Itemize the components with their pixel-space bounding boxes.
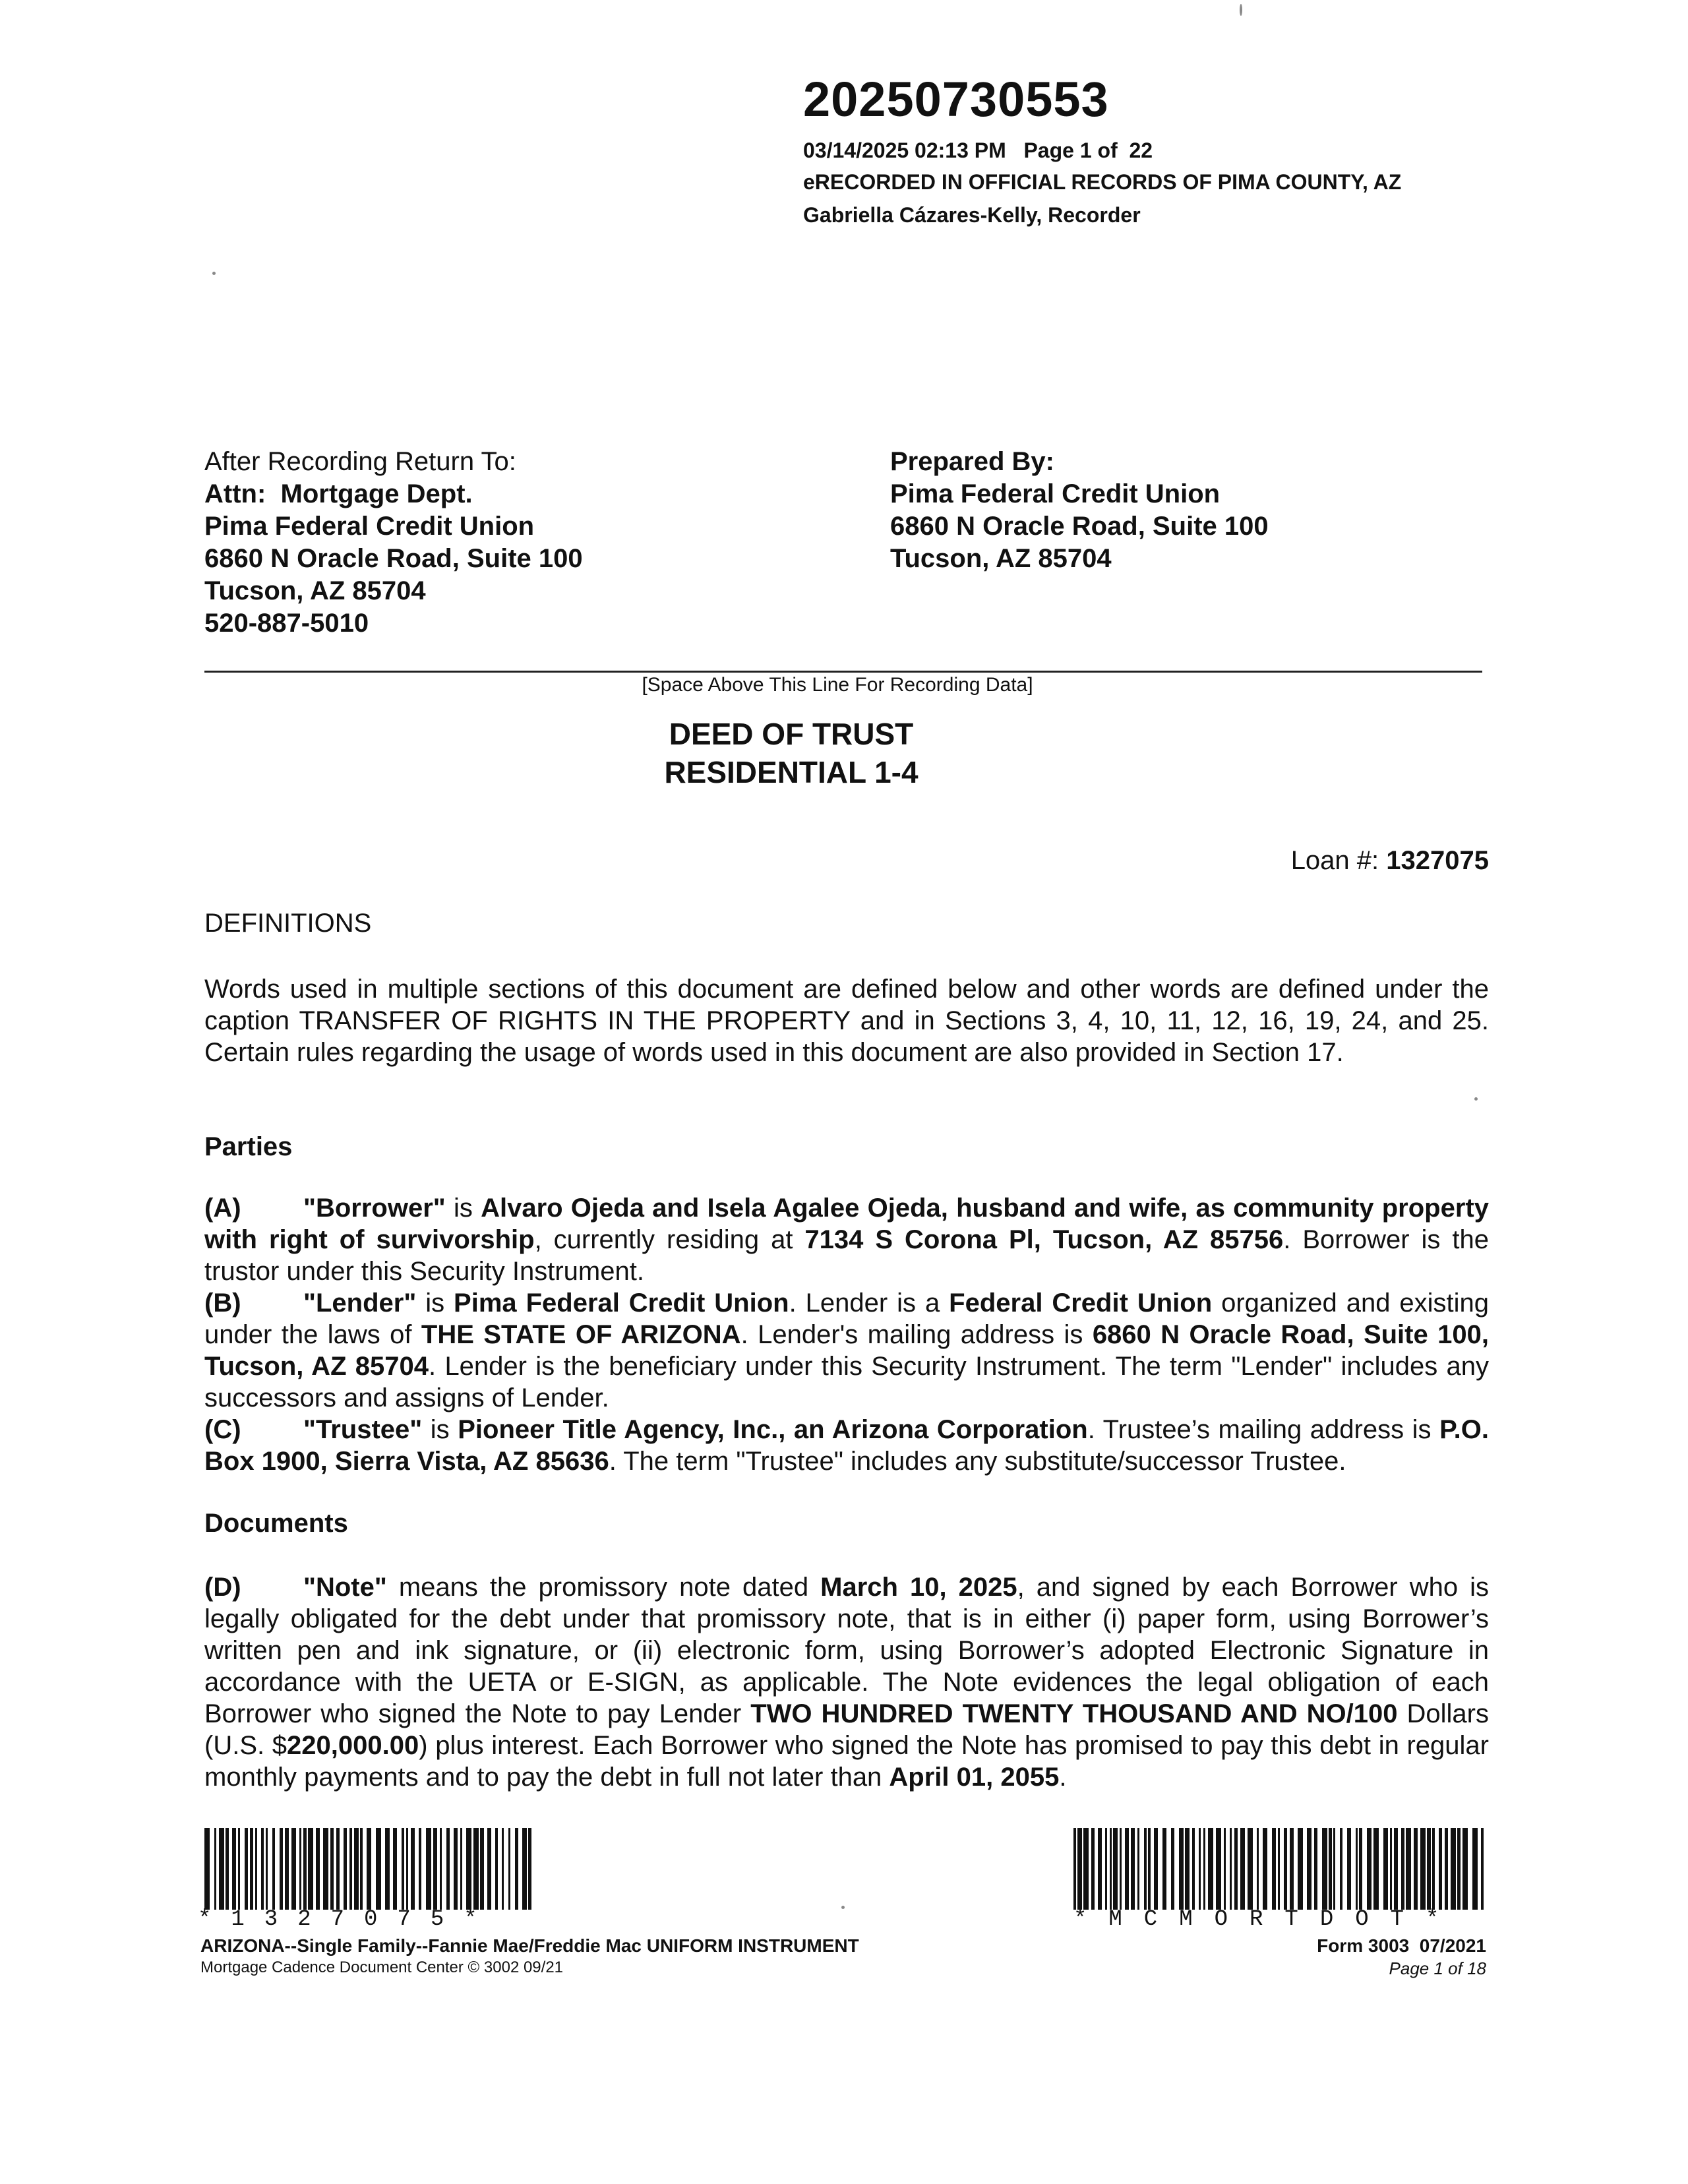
barcode-bar — [214, 1828, 216, 1910]
trustee-address: P.O. Box 1900, Sierra Vista, AZ 85636 — [204, 1415, 1489, 1476]
scan-speck — [841, 1906, 845, 1909]
barcode-bar — [261, 1828, 264, 1910]
trustee-rest: . The term "Trustee" includes any substitute/successor Trustee. — [609, 1447, 1346, 1476]
barcode-bar — [303, 1828, 307, 1910]
form-barcode-text: *MCMORTDOT* — [1073, 1907, 1461, 1932]
return-to-heading: After Recording Return To: — [204, 447, 516, 476]
note-body-2: ) plus interest. Each Borrower who signed the Note has promised to pay this debt in regular monthly payments and to pay the debt in full not later than — [204, 1731, 1489, 1792]
party-c-tag: (C) — [204, 1415, 241, 1444]
barcode-bar — [473, 1828, 479, 1910]
barcode-bar — [495, 1828, 498, 1910]
barcode-bar — [480, 1828, 484, 1910]
note-term: "Note" — [303, 1573, 387, 1602]
barcode-bar — [446, 1828, 450, 1910]
form-barcode — [1073, 1828, 1484, 1910]
barcode-bar — [1120, 1828, 1122, 1910]
barcode-bar — [250, 1828, 253, 1910]
barcode-bar — [1356, 1828, 1358, 1910]
scan-speck — [212, 272, 216, 275]
barcode-bar — [1383, 1828, 1388, 1910]
party-lender — [204, 1287, 1489, 1414]
recording-date-page: 03/14/2025 02:13 PM Page 1 of 22 — [803, 138, 1153, 162]
barcode-bar — [487, 1828, 491, 1910]
return-to-city: Tucson, AZ 85704 — [204, 576, 426, 605]
barcode-bar — [299, 1828, 301, 1910]
recording-divider — [204, 671, 1482, 673]
barcode-bar — [1185, 1828, 1190, 1910]
footer-document-center: Mortgage Cadence Document Center © 3002 09/21 — [200, 1958, 564, 1976]
barcode-bar — [266, 1828, 268, 1910]
recording-number: 20250730553 — [803, 72, 1109, 127]
definitions-heading: DEFINITIONS — [204, 909, 372, 938]
barcode-bar — [1420, 1828, 1426, 1910]
note-date: March 10, 2025 — [820, 1573, 1017, 1602]
barcode-bar — [1298, 1828, 1303, 1910]
title-line-2: RESIDENTIAL 1-4 — [664, 755, 919, 789]
return-to-phone: 520-887-5010 — [204, 609, 369, 638]
note-dollars-pre: Dollars (U.S. $ — [204, 1699, 1489, 1760]
barcode-bar — [1098, 1828, 1102, 1910]
barcode-bar — [433, 1828, 437, 1910]
recording-office: eRECORDED IN OFFICIAL RECORDS OF PIMA COUNTY, AZ — [803, 170, 1402, 194]
note-pre-date: means the promissory note dated — [386, 1573, 821, 1602]
barcode-bar — [1414, 1828, 1418, 1910]
title-line-1: DEED OF TRUST — [669, 717, 914, 751]
note-end: . — [1059, 1763, 1067, 1792]
return-to-attn: Attn: Mortgage Dept. — [204, 479, 473, 508]
party-trustee — [204, 1414, 1489, 1477]
lender-org-pre: . Lender is a — [789, 1289, 950, 1318]
trustee-name: Pioneer Title Agency, Inc., an Arizona Corporation — [458, 1415, 1088, 1444]
note-definition — [204, 1571, 1489, 1793]
barcode-bar — [406, 1828, 408, 1910]
barcode-bar — [1340, 1828, 1342, 1910]
scan-speck — [1474, 1097, 1478, 1101]
barcode-bar — [272, 1828, 275, 1910]
barcode-bar — [349, 1828, 352, 1910]
barcode-bar — [1240, 1828, 1245, 1910]
lender-rest: . Lender is the beneficiary under this Security Instrument. The term "Lender" includes any successors and assigns of Lender. — [204, 1352, 1489, 1412]
lender-org-type: Federal Credit Union — [949, 1289, 1213, 1318]
barcode-bar — [1125, 1828, 1129, 1910]
barcode-bar — [238, 1828, 240, 1910]
note-amount-words: TWO HUNDRED TWENTY THOUSAND AND NO/100 — [750, 1699, 1398, 1728]
barcode-bar — [1179, 1828, 1184, 1910]
barcode-bar — [1248, 1828, 1253, 1910]
barcode-bar — [1171, 1828, 1174, 1910]
barcode-bar — [1230, 1828, 1232, 1910]
trustee-is: is — [422, 1415, 458, 1444]
loan-number-line — [1291, 846, 1489, 876]
barcode-bar — [1462, 1828, 1468, 1910]
barcode-bar — [454, 1828, 458, 1910]
barcode-bar — [1439, 1828, 1442, 1910]
barcode-bar — [1445, 1828, 1448, 1910]
barcode-bar — [1257, 1828, 1259, 1910]
prepared-by-street: 6860 N Oracle Road, Suite 100 — [890, 512, 1269, 541]
borrower-residing: , currently residing at — [534, 1225, 805, 1254]
lender-is: is — [416, 1289, 454, 1318]
footer-form-number: Form 3003 07/2021 — [1317, 1935, 1486, 1956]
barcode-bar — [1224, 1828, 1226, 1910]
barcode-bar — [528, 1828, 531, 1910]
barcode-bar — [1105, 1828, 1107, 1910]
borrower-term: "Borrower" — [303, 1194, 446, 1223]
barcode-bar — [393, 1828, 397, 1910]
barcode-bar — [291, 1828, 296, 1910]
barcode-bar — [1216, 1828, 1221, 1910]
barcode-bar — [1137, 1828, 1139, 1910]
prepared-by-city: Tucson, AZ 85704 — [890, 544, 1112, 573]
barcode-bar — [1472, 1828, 1478, 1910]
note-body: , and signed by each Borrower who is legally obligated for the debt under that promissory note, that is in either (i) paper form, using Borrower’s written pen and ink signature, or (ii) electronic form, using Borrower’s adopted Electronic Signature in accordance with the UETA or E-SIGN, as applicable. The Note evidences the legal obligation of each Borrower who signed the Note to pay Lender — [204, 1573, 1489, 1728]
barcode-bar — [336, 1828, 340, 1910]
barcode-bar — [1192, 1828, 1195, 1910]
barcode-bar — [226, 1828, 229, 1910]
scan-speck — [1240, 4, 1242, 16]
barcode-bar — [1203, 1828, 1205, 1910]
barcode-bar — [280, 1828, 283, 1910]
barcode-bar — [1481, 1828, 1484, 1910]
barcode-bar — [1394, 1828, 1398, 1910]
barcode-bar — [1284, 1828, 1287, 1910]
barcode-bar — [1307, 1828, 1311, 1910]
parties-heading: Parties — [204, 1132, 293, 1161]
barcode-bar — [1073, 1828, 1076, 1910]
borrower-rest: . Borrower is the trustor under this Security Instrument. — [204, 1225, 1490, 1286]
barcode-bar — [426, 1828, 431, 1910]
barcode-bar — [219, 1828, 224, 1910]
barcode-bar — [354, 1828, 359, 1910]
barcode-bar — [502, 1828, 504, 1910]
barcode-bar — [466, 1828, 471, 1910]
barcode-bar — [245, 1828, 248, 1910]
barcode-bar — [1113, 1828, 1118, 1910]
loan-barcode — [204, 1828, 534, 1910]
prepared-by-name: Pima Federal Credit Union — [890, 479, 1221, 508]
barcode-bar — [323, 1828, 328, 1910]
barcode-bar — [1263, 1828, 1267, 1910]
barcode-bar — [344, 1828, 347, 1910]
barcode-bar — [411, 1828, 415, 1910]
barcode-bar — [419, 1828, 421, 1910]
barcode-bar — [1329, 1828, 1332, 1910]
barcode-bar — [1154, 1828, 1158, 1910]
barcode-bar — [1314, 1828, 1317, 1910]
footer-page-number: Page 1 of 18 — [1389, 1958, 1486, 1978]
barcode-bar — [232, 1828, 236, 1910]
prepared-by-block — [890, 446, 1269, 575]
barcode-bar — [1144, 1828, 1147, 1910]
return-to-street: 6860 N Oracle Road, Suite 100 — [204, 544, 583, 573]
barcode-bar — [360, 1828, 363, 1910]
space-note-text: [Space Above This Line For Recording Data] — [642, 674, 1033, 696]
barcode-bar — [376, 1828, 381, 1910]
barcode-bar — [1083, 1828, 1089, 1910]
barcode-bar — [204, 1828, 210, 1910]
barcode-bar — [1451, 1828, 1456, 1910]
barcode-bar — [1199, 1828, 1201, 1910]
barcode-bar — [1322, 1828, 1327, 1910]
barcode-bar — [522, 1828, 527, 1910]
trustee-mail-pre: . Trustee’s mailing address is — [1087, 1415, 1440, 1444]
barcode-bar — [330, 1828, 334, 1910]
space-note — [0, 674, 1688, 696]
barcode-bar — [1401, 1828, 1404, 1910]
barcode-bar — [1406, 1828, 1411, 1910]
barcode-bar — [1208, 1828, 1213, 1910]
barcode-bar — [1432, 1828, 1435, 1910]
loan-barcode-text: *1327075* — [198, 1907, 497, 1932]
barcode-bar — [1272, 1828, 1276, 1910]
barcode-bar — [1347, 1828, 1351, 1910]
barcode-bar — [1457, 1828, 1461, 1910]
barcode-bar — [1148, 1828, 1151, 1910]
party-b-tag: (B) — [204, 1289, 241, 1318]
barcode-bar — [385, 1828, 390, 1910]
lender-address: 6860 N Oracle Road, Suite 100, Tucson, AZ 85704 — [204, 1320, 1489, 1381]
barcode-bar — [1278, 1828, 1280, 1910]
document-title — [0, 715, 1688, 791]
borrower-is: is — [445, 1194, 481, 1223]
barcode-bar — [316, 1828, 320, 1910]
barcode-bar — [1367, 1828, 1372, 1910]
trustee-term: "Trustee" — [303, 1415, 423, 1444]
lender-term: "Lender" — [303, 1289, 417, 1318]
lender-laws-pre: organized and existing under the laws of — [204, 1289, 1489, 1349]
loan-label: Loan #: — [1290, 846, 1387, 875]
barcode-bar — [1234, 1828, 1238, 1910]
loan-number: 1327075 — [1386, 846, 1489, 875]
party-a-tag: (A) — [204, 1194, 241, 1223]
documents-heading: Documents — [204, 1509, 348, 1538]
barcode-bar — [1427, 1828, 1431, 1910]
barcode-bar — [367, 1828, 371, 1910]
barcode-bar — [515, 1828, 518, 1910]
lender-name: Pima Federal Credit Union — [454, 1289, 789, 1318]
barcode-bar — [255, 1828, 257, 1910]
barcode-bar — [1162, 1828, 1166, 1910]
barcode-bar — [440, 1828, 442, 1910]
note-amount: 220,000.00 — [287, 1731, 419, 1760]
barcode-bar — [308, 1828, 313, 1910]
barcode-bar — [508, 1828, 510, 1910]
barcode-bar — [1359, 1828, 1362, 1910]
lender-mail-pre: . Lender's mailing address is — [740, 1320, 1093, 1349]
recording-recorder: Gabriella Cázares-Kelly, Recorder — [803, 203, 1141, 227]
barcode-bar — [1373, 1828, 1379, 1910]
barcode-bar — [1110, 1828, 1112, 1910]
barcode-bar — [1390, 1828, 1392, 1910]
barcode-bar — [1091, 1828, 1095, 1910]
barcode-bar — [402, 1828, 404, 1910]
barcode-bar — [460, 1828, 462, 1910]
footer-instrument: ARIZONA--Single Family--Fannie Mae/Freddie Mac UNIFORM INSTRUMENT — [200, 1935, 859, 1956]
lender-state: THE STATE OF ARIZONA — [421, 1320, 741, 1349]
barcode-bar — [1290, 1828, 1294, 1910]
prepared-by-heading: Prepared By: — [890, 447, 1054, 476]
barcode-bar — [1077, 1828, 1082, 1910]
return-to-name: Pima Federal Credit Union — [204, 512, 535, 541]
borrower-names: Alvaro Ojeda and Isela Agalee Ojeda, husband and wife, as community property with right of survivorship — [204, 1194, 1489, 1254]
return-to-block — [204, 446, 583, 640]
barcode-bar — [1333, 1828, 1335, 1910]
borrower-address: 7134 S Corona Pl, Tucson, AZ 85756 — [804, 1225, 1284, 1254]
note-maturity: April 01, 2055 — [889, 1763, 1060, 1792]
doc-d-tag: (D) — [204, 1573, 241, 1602]
barcode-bar — [1131, 1828, 1135, 1910]
barcode-bar — [285, 1828, 289, 1910]
party-borrower — [204, 1192, 1489, 1287]
definitions-intro: Words used in multiple sections of this document are defined below and other words are defined under the caption TRANSFER OF RIGHTS IN THE PROPERTY and in Sections 3, 4, 10, 11, 12, 16, 19, 24, and 25. Certain rules regarding the usage of words used in this document are also provided in Section 17. — [204, 975, 1489, 1067]
